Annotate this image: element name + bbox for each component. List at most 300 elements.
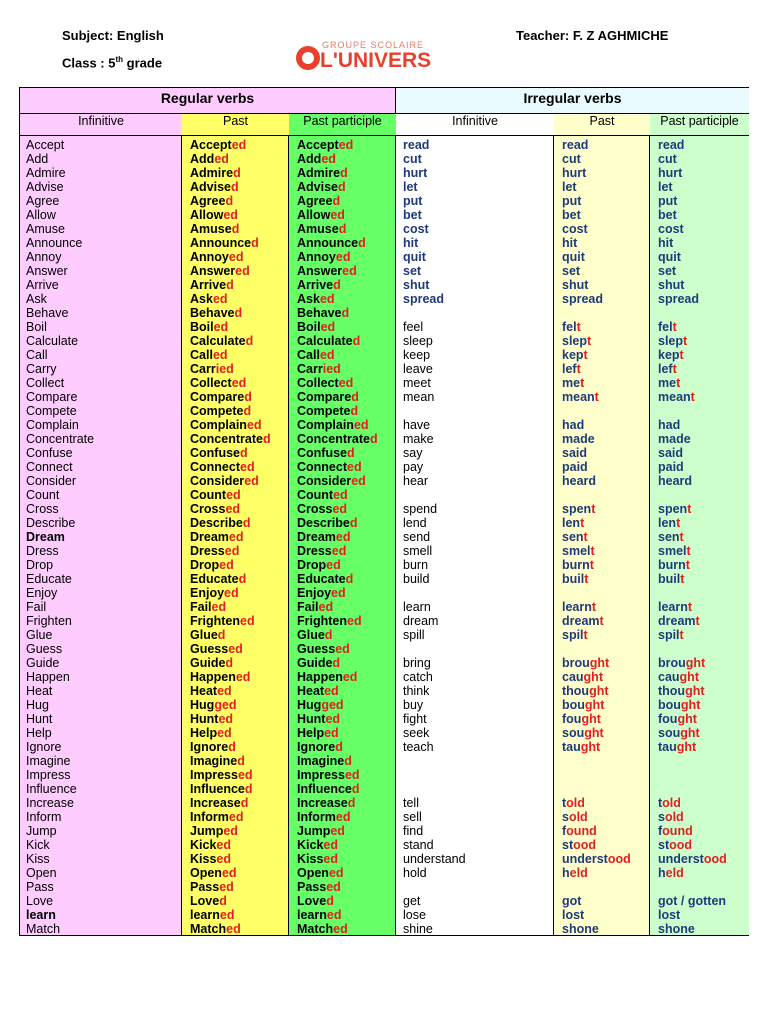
regular-infinitive: Accept [26, 138, 65, 152]
irregular-past: lost [562, 908, 585, 922]
regular-past: Allowed [190, 208, 238, 222]
irregular-past: dreamt [562, 614, 604, 628]
irregular-participle: found [658, 824, 693, 838]
regular-participle: Allowed [297, 208, 345, 222]
regular-past: Announced [190, 236, 259, 250]
irregular-past [562, 488, 631, 502]
irregular-infinitive: feel [403, 320, 424, 334]
irregular-infinitive: meet [403, 376, 431, 390]
regular-participle: Accepted [297, 138, 354, 152]
irregular-infinitive: sell [403, 810, 422, 824]
regular-participle: Called [297, 348, 335, 362]
irregular-participle [658, 642, 727, 656]
regular-infinitive: Kick [26, 838, 50, 852]
regular-past: Counted [190, 488, 241, 502]
col-irr-past: Past [554, 114, 650, 136]
regular-past: Kissed [190, 852, 231, 866]
regular-past: Admired [190, 166, 241, 180]
irregular-past: sent [562, 530, 588, 544]
irregular-past: taught [562, 740, 601, 754]
regular-infinitive: Compete [26, 404, 77, 418]
irregular-participle: learnt [658, 600, 693, 614]
irregular-participle [658, 488, 727, 502]
logo-mark-icon [296, 46, 320, 70]
irregular-past: paid [562, 460, 588, 474]
irregular-participle: paid [658, 460, 684, 474]
regular-infinitive: Glue [26, 628, 53, 642]
irregular-past: spilt [562, 628, 588, 642]
regular-infinitive: Educate [26, 572, 72, 586]
regular-past: Enjoyed [190, 586, 239, 600]
irregular-infinitive: quit [403, 250, 426, 264]
irregular-past: smelt [562, 544, 595, 558]
regular-past: Guessed [190, 642, 243, 656]
irregular-infinitive [403, 754, 466, 768]
regular-past: Heated [190, 684, 232, 698]
irregular-participle: kept [658, 348, 684, 362]
regular-infinitive: Influence [26, 782, 77, 796]
class-label: Class : 5th grade [62, 55, 163, 71]
regular-past: Answered [190, 264, 250, 278]
irregular-participle: sold [658, 810, 684, 824]
irregular-participle: caught [658, 670, 699, 684]
irregular-infinitive: hear [403, 474, 429, 488]
regular-infinitive: Advise [26, 180, 64, 194]
irregular-past: held [562, 866, 588, 880]
irregular-infinitive: let [403, 180, 418, 194]
col-irr-participle: Past participle [650, 114, 749, 136]
regular-participle: Confused [297, 446, 355, 460]
irregular-past: stood [562, 838, 597, 852]
regular-participle: Helped [297, 726, 339, 740]
regular-participle: Frightened [297, 614, 362, 628]
regular-past: learned [190, 908, 235, 922]
regular-participle: Impressed [297, 768, 360, 782]
regular-participle: Influenced [297, 782, 360, 796]
regular-participle: Informed [297, 810, 351, 824]
regular-infinitive: Dress [26, 544, 59, 558]
irregular-infinitive: shut [403, 278, 430, 292]
regular-past: Complained [190, 418, 262, 432]
irregular-participle: told [658, 796, 681, 810]
irregular-past: put [562, 194, 582, 208]
regular-past: Boiled [190, 320, 229, 334]
regular-past: Accepted [190, 138, 247, 152]
regular-infinitive: Boil [26, 320, 47, 334]
irregular-infinitive: hold [403, 866, 427, 880]
irregular-infinitive: dream [403, 614, 439, 628]
irregular-past: spent [562, 502, 596, 516]
regular-past: Concentrated [190, 432, 271, 446]
regular-past: Happened [190, 670, 251, 684]
irregular-infinitive: send [403, 530, 431, 544]
irregular-participle: thought [658, 684, 705, 698]
irregular-past: left [562, 362, 581, 376]
regular-past-list [190, 138, 271, 936]
regular-infinitive: Consider [26, 474, 77, 488]
regular-past: Considered [190, 474, 259, 488]
regular-past: Guided [190, 656, 234, 670]
irregular-infinitive: teach [403, 740, 434, 754]
regular-past: Jumped [190, 824, 238, 838]
regular-infinitive: Enjoy [26, 586, 58, 600]
irregular-participle-list [658, 138, 727, 936]
irregular-past: bought [562, 698, 605, 712]
regular-infinitive: Confuse [26, 446, 73, 460]
regular-past: Dressed [190, 544, 240, 558]
irregular-participle: said [658, 446, 684, 460]
regular-infinitive: Compare [26, 390, 78, 404]
irregular-past: sought [562, 726, 604, 740]
irregular-past [562, 306, 631, 320]
irregular-participle [658, 880, 727, 894]
irregular-past [562, 404, 631, 418]
regular-past: Influenced [190, 782, 253, 796]
regular-participle: Agreed [297, 194, 341, 208]
regular-participle: Glued [297, 628, 333, 642]
irregular-participle: stood [658, 838, 693, 852]
irregular-infinitive: shine [403, 922, 433, 936]
irregular-past: burnt [562, 558, 594, 572]
irregular-participle: met [658, 376, 681, 390]
subject-label: Subject: English [62, 28, 164, 43]
regular-past: Failed [190, 600, 227, 614]
irregular-infinitive: think [403, 684, 430, 698]
irregular-past: let [562, 180, 577, 194]
irregular-participle: cost [658, 222, 684, 236]
regular-participle: Boiled [297, 320, 336, 334]
regular-past: Called [190, 348, 228, 362]
irregular-infinitive: pay [403, 460, 424, 474]
irregular-participle: read [658, 138, 685, 152]
irregular-participle: burnt [658, 558, 690, 572]
irregular-past [562, 642, 631, 656]
irregular-infinitive: spill [403, 628, 425, 642]
regular-infinitive: Concentrate [26, 432, 95, 446]
irregular-past: built [562, 572, 589, 586]
irregular-infinitive: find [403, 824, 424, 838]
regular-participle: Heated [297, 684, 339, 698]
irregular-participle: got / gotten [658, 894, 727, 908]
regular-participle: Asked [297, 292, 335, 306]
irregular-participle: hurt [658, 166, 683, 180]
irregular-infinitive: build [403, 572, 430, 586]
regular-participle: Admired [297, 166, 348, 180]
regular-infinitive: Hug [26, 698, 49, 712]
irregular-past: brought [562, 656, 610, 670]
regular-participle: Collected [297, 376, 354, 390]
irregular-participle [658, 404, 727, 418]
irregular-participle: fought [658, 712, 697, 726]
irregular-infinitive: get [403, 894, 421, 908]
regular-participle: learned [297, 908, 342, 922]
regular-infinitive: Connect [26, 460, 73, 474]
irregular-past: sold [562, 810, 588, 824]
regular-infinitive: Jump [26, 824, 57, 838]
regular-participle: Matched [297, 922, 348, 936]
irregular-infinitive: catch [403, 670, 433, 684]
regular-past: Carried [190, 362, 234, 376]
irregular-past: told [562, 796, 585, 810]
irregular-infinitive: understand [403, 852, 466, 866]
irregular-past: had [562, 418, 585, 432]
regular-infinitive: Dream [26, 530, 65, 544]
regular-past: Amused [190, 222, 240, 236]
col-reg-past: Past [182, 114, 289, 136]
irregular-participle: bought [658, 698, 701, 712]
irregular-infinitive: buy [403, 698, 424, 712]
regular-past: Glued [190, 628, 226, 642]
irregular-infinitive: put [403, 194, 423, 208]
regular-infinitive: Arrive [26, 278, 59, 292]
regular-verbs-heading: Regular verbs [20, 88, 396, 114]
regular-infinitive: Admire [26, 166, 66, 180]
irregular-participle: spilt [658, 628, 684, 642]
col-irr-infinitive: Infinitive [396, 114, 554, 136]
regular-participle: Dressed [297, 544, 347, 558]
irregular-infinitive: spend [403, 502, 438, 516]
regular-participle: Behaved [297, 306, 350, 320]
regular-past: Impressed [190, 768, 253, 782]
verbs-table [19, 87, 749, 936]
irregular-infinitive [403, 586, 466, 600]
regular-past: Behaved [190, 306, 243, 320]
regular-infinitive: Ignore [26, 740, 62, 754]
regular-past: Increased [190, 796, 249, 810]
irregular-past-list [562, 138, 631, 936]
regular-participle: Amused [297, 222, 347, 236]
regular-infinitive: Frighten [26, 614, 72, 628]
regular-past: Droped [190, 558, 234, 572]
regular-infinitive: Calculate [26, 334, 79, 348]
irregular-infinitive: tell [403, 796, 419, 810]
irregular-participle: shone [658, 922, 695, 936]
irregular-infinitive: fight [403, 712, 427, 726]
regular-participle: Educated [297, 572, 354, 586]
regular-infinitive: Cross [26, 502, 59, 516]
regular-past: Hunted [190, 712, 234, 726]
regular-participle: Kicked [297, 838, 338, 852]
regular-infinitive: Call [26, 348, 48, 362]
irregular-participle: had [658, 418, 681, 432]
irregular-infinitive [403, 306, 466, 320]
regular-participle: Arrived [297, 278, 341, 292]
regular-infinitive: Count [26, 488, 60, 502]
irregular-past: thought [562, 684, 609, 698]
regular-past: Loved [190, 894, 227, 908]
regular-infinitive: Heat [26, 684, 53, 698]
irregular-participle: smelt [658, 544, 691, 558]
regular-infinitive: Amuse [26, 222, 65, 236]
irregular-participle: quit [658, 250, 681, 264]
regular-participle: Failed [297, 600, 334, 614]
irregular-past: cut [562, 152, 581, 166]
irregular-infinitive: cost [403, 222, 429, 236]
regular-past: Annoyed [190, 250, 244, 264]
regular-participle: Passed [297, 880, 341, 894]
regular-participle: Happened [297, 670, 358, 684]
irregular-infinitive: keep [403, 348, 431, 362]
irregular-infinitive: bet [403, 208, 422, 222]
regular-infinitive: Kiss [26, 852, 50, 866]
irregular-participle: held [658, 866, 684, 880]
irregular-infinitive: leave [403, 362, 433, 376]
regular-infinitive: Drop [26, 558, 54, 572]
irregular-participle: left [658, 362, 677, 376]
irregular-participle: put [658, 194, 678, 208]
regular-infinitive: Open [26, 866, 57, 880]
irregular-participle: sought [658, 726, 700, 740]
regular-infinitive: Announce [26, 236, 83, 250]
irregular-past [562, 880, 631, 894]
regular-infinitive: Describe [26, 516, 76, 530]
regular-infinitive: Impress [26, 768, 71, 782]
irregular-participle: meant [658, 390, 695, 404]
irregular-past: kept [562, 348, 588, 362]
regular-infinitive-list [26, 138, 94, 936]
col-reg-infinitive: Infinitive [20, 114, 182, 136]
irregular-participle [658, 586, 727, 600]
irregular-past: slept [562, 334, 592, 348]
regular-past: Agreed [190, 194, 234, 208]
regular-infinitive: Ask [26, 292, 47, 306]
regular-infinitive: Guess [26, 642, 63, 656]
regular-participle: Considered [297, 474, 366, 488]
regular-infinitive: Allow [26, 208, 56, 222]
regular-infinitive: Behave [26, 306, 69, 320]
irregular-participle: bet [658, 208, 677, 222]
regular-past: Advised [190, 180, 239, 194]
regular-participle: Connected [297, 460, 362, 474]
regular-infinitive: Agree [26, 194, 60, 208]
irregular-participle: slept [658, 334, 688, 348]
regular-participle: Enjoyed [297, 586, 346, 600]
regular-infinitive: Match [26, 922, 61, 936]
irregular-participle: felt [658, 320, 677, 334]
regular-past: Crossed [190, 502, 241, 516]
regular-participle: Complained [297, 418, 369, 432]
irregular-participle: cut [658, 152, 677, 166]
irregular-participle: made [658, 432, 691, 446]
regular-participle: Imagined [297, 754, 352, 768]
irregular-past [562, 768, 631, 782]
regular-past: Described [190, 516, 251, 530]
regular-infinitive: Pass [26, 880, 54, 894]
irregular-infinitive: say [403, 446, 423, 460]
irregular-infinitive-list [403, 138, 466, 936]
regular-participle: Loved [297, 894, 334, 908]
regular-infinitive: Complain [26, 418, 79, 432]
regular-past: Ignored [190, 740, 236, 754]
irregular-participle: taught [658, 740, 697, 754]
irregular-infinitive: set [403, 264, 422, 278]
col-reg-participle: Past participle [289, 114, 396, 136]
irregular-infinitive: mean [403, 390, 435, 404]
irregular-infinitive: read [403, 138, 430, 152]
regular-past: Dreamed [190, 530, 244, 544]
regular-infinitive: Increase [26, 796, 74, 810]
regular-participle: Ignored [297, 740, 343, 754]
regular-past: Passed [190, 880, 234, 894]
irregular-past: made [562, 432, 595, 446]
regular-past: Collected [190, 376, 247, 390]
regular-infinitive: Happen [26, 670, 70, 684]
irregular-past: learnt [562, 600, 597, 614]
irregular-infinitive [403, 782, 466, 796]
teacher-label: Teacher: F. Z AGHMICHE [516, 28, 669, 43]
irregular-past: meant [562, 390, 599, 404]
irregular-past: found [562, 824, 597, 838]
irregular-past: read [562, 138, 589, 152]
irregular-participle: understood [658, 852, 727, 866]
irregular-participle: hit [658, 236, 674, 250]
regular-past: Informed [190, 810, 244, 824]
irregular-past: hurt [562, 166, 587, 180]
regular-infinitive: Annoy [26, 250, 62, 264]
irregular-past: cost [562, 222, 588, 236]
regular-infinitive: Carry [26, 362, 57, 376]
regular-past: Connected [190, 460, 255, 474]
irregular-infinitive: smell [403, 544, 433, 558]
regular-infinitive: Love [26, 894, 54, 908]
irregular-infinitive: lose [403, 908, 426, 922]
regular-participle: Counted [297, 488, 348, 502]
irregular-participle [658, 306, 727, 320]
irregular-infinitive [403, 642, 466, 656]
regular-participle: Advised [297, 180, 346, 194]
regular-past: Opened [190, 866, 237, 880]
irregular-participle [658, 754, 727, 768]
irregular-infinitive: lend [403, 516, 427, 530]
regular-infinitive: Collect [26, 376, 65, 390]
regular-participle-list [297, 138, 378, 936]
irregular-past: heard [562, 474, 597, 488]
irregular-past: understood [562, 852, 631, 866]
regular-participle: Hugged [297, 698, 344, 712]
regular-participle: Opened [297, 866, 344, 880]
irregular-past: caught [562, 670, 603, 684]
irregular-past: met [562, 376, 585, 390]
regular-participle: Kissed [297, 852, 338, 866]
regular-past: Asked [190, 292, 228, 306]
regular-participle: Droped [297, 558, 341, 572]
regular-infinitive: Guide [26, 656, 60, 670]
regular-participle: Dreamed [297, 530, 351, 544]
irregular-infinitive: make [403, 432, 434, 446]
irregular-past [562, 782, 631, 796]
irregular-infinitive [403, 488, 466, 502]
irregular-participle [658, 782, 727, 796]
regular-past: Hugged [190, 698, 237, 712]
regular-participle: Crossed [297, 502, 348, 516]
irregular-infinitive [403, 880, 466, 894]
irregular-verbs-heading: Irregular verbs [396, 88, 749, 114]
irregular-infinitive: hurt [403, 166, 428, 180]
regular-past: Arrived [190, 278, 234, 292]
irregular-past: spread [562, 292, 603, 306]
regular-participle: Announced [297, 236, 366, 250]
regular-infinitive: Answer [26, 264, 68, 278]
irregular-infinitive: seek [403, 726, 430, 740]
irregular-participle: sent [658, 530, 684, 544]
irregular-infinitive: spread [403, 292, 444, 306]
irregular-participle: spent [658, 502, 692, 516]
irregular-participle: let [658, 180, 673, 194]
regular-infinitive: learn [26, 908, 56, 922]
regular-participle: Added [297, 152, 336, 166]
regular-past: Compared [190, 390, 252, 404]
irregular-participle: spread [658, 292, 699, 306]
